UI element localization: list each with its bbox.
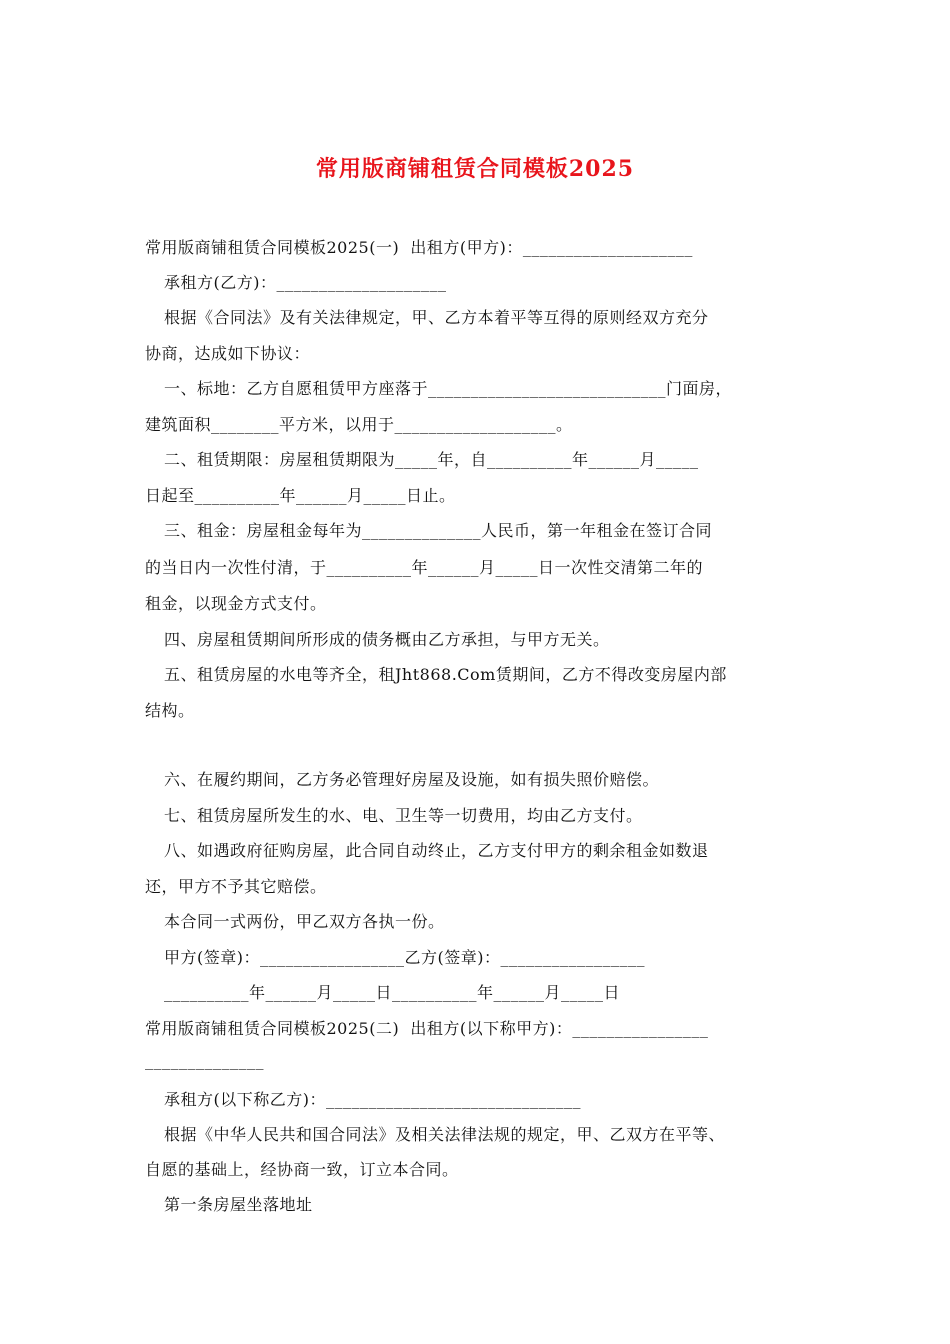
- text-line: 结构。: [145, 701, 195, 720]
- text-line: 本合同一式两份，甲乙双方各执一份。: [164, 912, 445, 931]
- document-title: 常用版商铺租赁合同模板2025: [315, 156, 635, 182]
- text-line: 根据《中华人民共和国合同法》及相关法律法规的规定，甲、乙双方在平等、: [164, 1125, 726, 1144]
- text-line: 的当日内一次性付清，于__________年______月_____日一次性交清第二年的: [145, 558, 704, 577]
- text-line: 租金，以现金方式支付。: [145, 594, 327, 613]
- text-line: 八、如遇政府征购房屋，此合同自动终止，乙方支付甲方的剩余租金如数退: [164, 841, 709, 860]
- text-line: 四、房屋租赁期间所形成的债务概由乙方承担，与甲方无关。: [164, 630, 610, 649]
- text-line: 七、租赁房屋所发生的水、电、卫生等一切费用，均由乙方支付。: [164, 806, 643, 825]
- text-line: 建筑面积________平方米，以用于___________________。: [145, 415, 573, 434]
- text-line: 根据《合同法》及有关法律规定，甲、乙方本着平等互得的原则经双方充分: [164, 308, 709, 327]
- text-line: 三、租金：房屋租金每年为______________人民币，第一年租金在签订合同: [164, 521, 713, 540]
- text-line: 一、标地：乙方自愿租赁甲方座落于____________________________门面房，: [164, 379, 733, 398]
- section-heading: 第一条房屋坐落地址: [164, 1195, 313, 1214]
- text-line: 常用版商铺租赁合同模板2025(二) 出租方(以下称甲方)：________________: [145, 1019, 709, 1038]
- date-line: __________年______月_____日__________年______月_____日: [164, 983, 621, 1002]
- text-line: 承租方(乙方)：____________________: [164, 273, 447, 292]
- text-line: 五、租赁房屋的水电等齐全，租Jht868.Com赁期间，乙方不得改变房屋内部: [164, 665, 727, 684]
- text-line: 自愿的基础上，经协商一致，订立本合同。: [145, 1160, 459, 1179]
- text-line: 常用版商铺租赁合同模板2025(一) 出租方(甲方)：____________________: [145, 238, 693, 257]
- text-line: 还，甲方不予其它赔偿。: [145, 877, 327, 896]
- text-line: 日起至__________年______月_____日止。: [145, 486, 456, 505]
- signature-line: 甲方(签章)：_________________乙方(签章)：_________________: [164, 948, 645, 967]
- text-line: 二、租赁期限：房屋租赁期限为_____年，自__________年______月_____: [164, 450, 699, 469]
- text-line: ______________: [145, 1051, 264, 1070]
- text-line: 六、在履约期间，乙方务必管理好房屋及设施，如有损失照价赔偿。: [164, 770, 660, 789]
- text-line: 协商，达成如下协议：: [145, 344, 311, 363]
- text-line: 承租方(以下称乙方)：______________________________: [164, 1090, 581, 1109]
